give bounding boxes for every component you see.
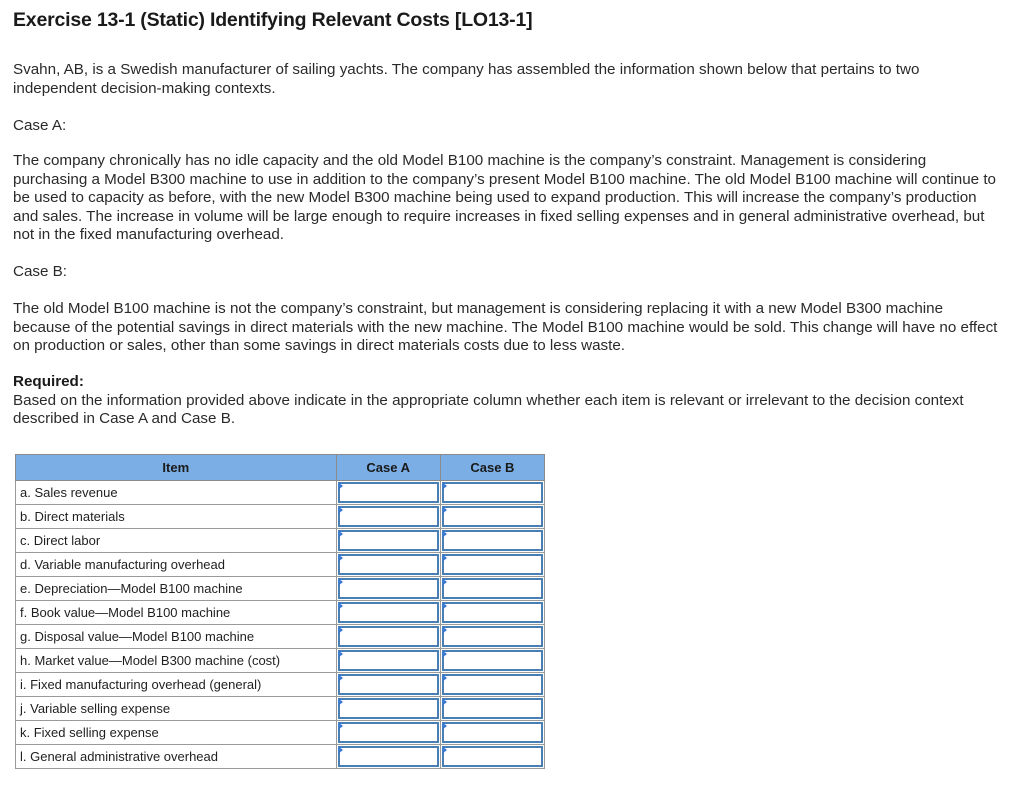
dropdown-marker-icon [442, 506, 447, 514]
table-row [16, 601, 545, 625]
dropdown-marker-icon [442, 650, 447, 658]
item-label: f. Book value—Model B100 machine [16, 601, 337, 625]
dropdown-marker-icon [442, 722, 447, 730]
relevance-table [15, 454, 545, 769]
item-label: i. Fixed manufacturing overhead (general) [16, 673, 337, 697]
required-text: Based on the information provided above indicate in the appropriate column whether each item is relevant or irrelevant to the decision context described in Case A and Case B. [13, 391, 964, 428]
dropdown-marker-icon [338, 482, 343, 490]
case-a-cell [336, 745, 440, 769]
dropdown-marker-icon [442, 578, 447, 586]
case-a-dropdown[interactable] [338, 650, 439, 671]
case-a-dropdown[interactable] [338, 674, 439, 695]
case-b-cell [440, 745, 544, 769]
header-item: Item [16, 455, 337, 481]
dropdown-marker-icon [338, 722, 343, 730]
case-a-cell [336, 625, 440, 649]
case-b-cell [440, 577, 544, 601]
case-b-label: Case B: [13, 263, 68, 280]
case-a-cell [336, 673, 440, 697]
case-a-dropdown[interactable] [338, 746, 439, 767]
case-b-paragraph: The old Model B100 machine is not the company’s constraint, but management is considering replacing it with a new Model B300 machine because of the potential savings in direct materials with the new machine. The Model B100 machine would be sold. This change will have no effect on production or sales, other than some savings in direct materials costs due to less waste. [13, 300, 998, 355]
dropdown-marker-icon [442, 698, 447, 706]
dropdown-marker-icon [338, 626, 343, 634]
dropdown-marker-icon [338, 650, 343, 658]
case-a-dropdown[interactable] [338, 482, 439, 503]
dropdown-marker-icon [338, 746, 343, 754]
case-b-cell [440, 553, 544, 577]
dropdown-marker-icon [338, 554, 343, 562]
case-b-dropdown[interactable] [442, 578, 543, 599]
case-a-dropdown[interactable] [338, 722, 439, 743]
dropdown-marker-icon [442, 674, 447, 682]
table-row [16, 649, 545, 673]
dropdown-marker-icon [338, 578, 343, 586]
intro-paragraph: Svahn, AB, is a Swedish manufacturer of sailing yachts. The company has assembled the information shown below that pertains to two independent decision-making contexts. [13, 61, 920, 97]
case-b-cell [440, 481, 544, 505]
item-label: k. Fixed selling expense [16, 721, 337, 745]
table-header-row [16, 455, 545, 481]
page-title: Exercise 13-1 (Static) Identifying Relevant Costs [LO13-1] [13, 9, 533, 31]
dropdown-marker-icon [442, 482, 447, 490]
case-b-cell [440, 697, 544, 721]
case-a-cell [336, 481, 440, 505]
case-b-dropdown[interactable] [442, 746, 543, 767]
case-b-dropdown[interactable] [442, 698, 543, 719]
dropdown-marker-icon [442, 530, 447, 538]
header-case-b: Case B [440, 455, 544, 481]
case-b-cell [440, 673, 544, 697]
dropdown-marker-icon [442, 626, 447, 634]
item-label: g. Disposal value—Model B100 machine [16, 625, 337, 649]
dropdown-marker-icon [338, 506, 343, 514]
case-b-dropdown[interactable] [442, 674, 543, 695]
case-a-label: Case A: [13, 117, 67, 134]
required-section [13, 373, 1003, 429]
case-a-dropdown[interactable] [338, 578, 439, 599]
case-a-dropdown[interactable] [338, 554, 439, 575]
case-a-dropdown[interactable] [338, 602, 439, 623]
case-b-dropdown[interactable] [442, 626, 543, 647]
table-row [16, 673, 545, 697]
table-row [16, 625, 545, 649]
dropdown-marker-icon [442, 602, 447, 610]
case-a-dropdown[interactable] [338, 530, 439, 551]
item-label: b. Direct materials [16, 505, 337, 529]
table-row [16, 553, 545, 577]
table-row [16, 721, 545, 745]
case-a-cell [336, 601, 440, 625]
dropdown-marker-icon [338, 698, 343, 706]
item-label: j. Variable selling expense [16, 697, 337, 721]
case-a-cell [336, 721, 440, 745]
dropdown-marker-icon [338, 530, 343, 538]
case-a-cell [336, 649, 440, 673]
item-label: e. Depreciation—Model B100 machine [16, 577, 337, 601]
case-b-dropdown[interactable] [442, 554, 543, 575]
table-row [16, 481, 545, 505]
item-label: l. General administrative overhead [16, 745, 337, 769]
table-row [16, 577, 545, 601]
case-b-cell [440, 529, 544, 553]
item-label: h. Market value—Model B300 machine (cost) [16, 649, 337, 673]
case-b-dropdown[interactable] [442, 650, 543, 671]
case-b-cell [440, 649, 544, 673]
case-a-paragraph: The company chronically has no idle capacity and the old Model B100 machine is the company’s constraint. Management is considering purchasing a Model B300 machine to use in addition to the company’s present Model B100 machine. The old Model B100 machine will continue to be used to capacity as before, with the new Model B300 machine being used to expand production. This will increase the company’s production and sales. The increase in volume will be large enough to require increases in fixed selling expenses and in general administrative overhead, but not in the fixed manufacturing overhead. [13, 152, 997, 244]
dropdown-marker-icon [442, 746, 447, 754]
case-b-cell [440, 505, 544, 529]
case-a-cell [336, 529, 440, 553]
case-a-dropdown[interactable] [338, 506, 439, 527]
case-b-dropdown[interactable] [442, 482, 543, 503]
case-b-dropdown[interactable] [442, 506, 543, 527]
case-a-cell [336, 553, 440, 577]
required-label: Required: [13, 373, 84, 390]
case-a-cell [336, 505, 440, 529]
case-a-cell [336, 697, 440, 721]
case-a-dropdown[interactable] [338, 698, 439, 719]
table-row [16, 697, 545, 721]
table-row [16, 505, 545, 529]
case-a-dropdown[interactable] [338, 626, 439, 647]
case-b-dropdown[interactable] [442, 722, 543, 743]
item-label: a. Sales revenue [16, 481, 337, 505]
table-row [16, 745, 545, 769]
dropdown-marker-icon [338, 674, 343, 682]
dropdown-marker-icon [442, 554, 447, 562]
table-body [16, 481, 545, 769]
case-b-cell [440, 625, 544, 649]
item-label: d. Variable manufacturing overhead [16, 553, 337, 577]
dropdown-marker-icon [338, 602, 343, 610]
table-row [16, 529, 545, 553]
case-b-cell [440, 721, 544, 745]
case-b-cell [440, 601, 544, 625]
case-a-cell [336, 577, 440, 601]
item-label: c. Direct labor [16, 529, 337, 553]
case-b-dropdown[interactable] [442, 530, 543, 551]
case-b-dropdown[interactable] [442, 602, 543, 623]
header-case-a: Case A [336, 455, 440, 481]
